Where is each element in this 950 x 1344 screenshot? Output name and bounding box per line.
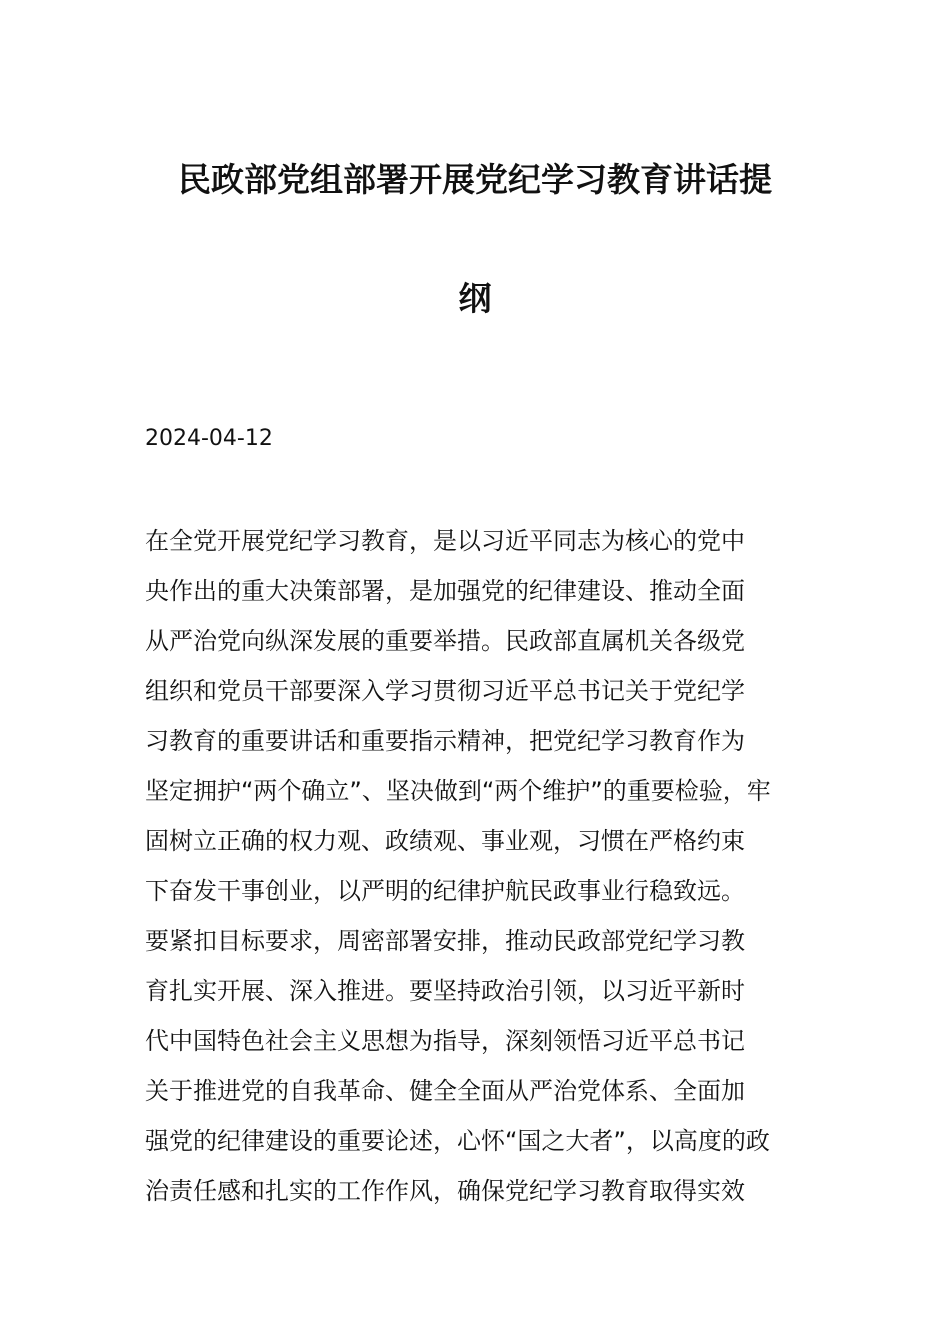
paragraph-1 [145,516,810,916]
text-line: 治责任感和扎实的工作作风，确保党纪学习教育取得实效 [145,1177,745,1205]
text-line: 代中国特色社会主义思想为指导，深刻领悟习近平总书记 [145,1027,745,1055]
text-line: 强党的纪律建设的重要论述，心怀“国之大者”，以高度的政 [145,1127,770,1155]
text-line: 关于推进党的自我革命、健全全面从严治党体系、全面加 [145,1077,745,1105]
document-title-line-1: 民政部党组部署开展党纪学习教育讲话提 [178,160,772,199]
document-title-line-2: 纲 [458,279,492,318]
text-line: 央作出的重大决策部署，是加强党的纪律建设、推动全面 [145,577,745,605]
text-line: 习教育的重要讲话和重要指示精神，把党纪学习教育作为 [145,727,745,755]
text-line: 坚定拥护“两个确立”、坚决做到“两个维护”的重要检验，牢 [145,777,771,805]
text-line: 组织和党员干部要深入学习贯彻习近平总书记关于党纪学 [145,677,745,705]
text-line: 下奋发干事创业，以严明的纪律护航民政事业行稳致远。 [145,877,745,905]
publish-date: 2024-04-12 [145,426,273,451]
text-line: 要紧扣目标要求，周密部署安排，推动民政部党纪学习教 [145,927,745,955]
text-line: 从严治党向纵深发展的重要举措。民政部直属机关各级党 [145,627,745,655]
text-line: 固树立正确的权力观、政绩观、事业观，习惯在严格约束 [145,827,745,855]
text-line: 在全党开展党纪学习教育，是以习近平同志为核心的党中 [145,527,745,555]
text-line: 育扎实开展、深入推进。要坚持政治引领，以习近平新时 [145,977,745,1005]
document-body [145,516,810,1216]
paragraph-2 [145,916,810,1216]
